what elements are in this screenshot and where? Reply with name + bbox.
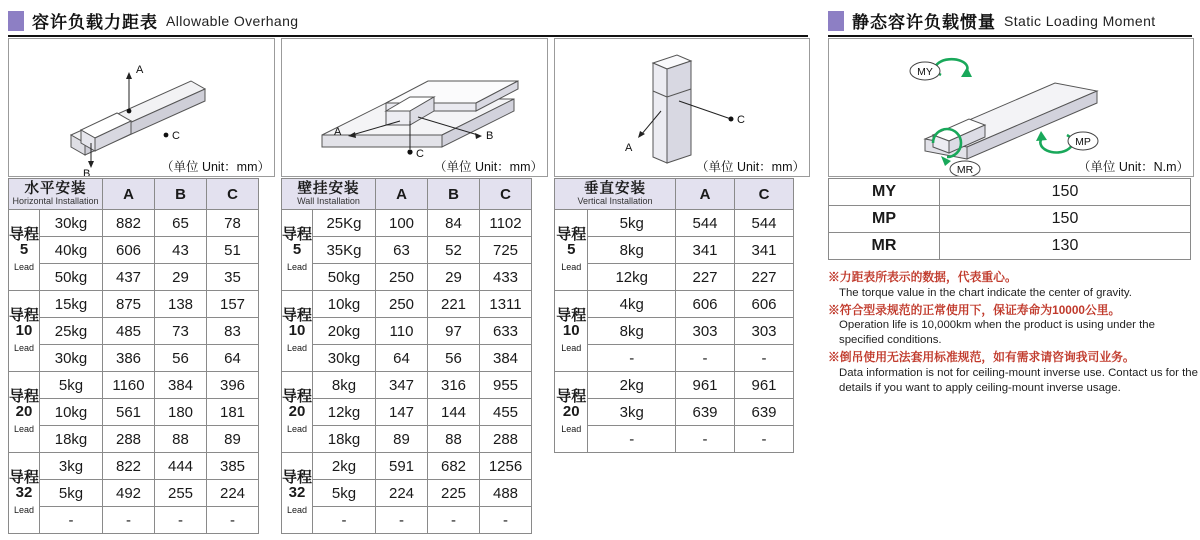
cell-B: 52: [428, 237, 480, 264]
table-row: [555, 264, 794, 291]
load-value: -: [588, 345, 676, 372]
lead-group-label: 导程 10 Lead: [555, 291, 588, 372]
cell-B: 97: [428, 318, 480, 345]
table-row: [9, 399, 259, 426]
table-row: [282, 318, 532, 345]
cell-A: 561: [103, 399, 155, 426]
cell-C: 303: [735, 318, 794, 345]
column-header-C: C: [480, 179, 532, 210]
cell-B: 43: [155, 237, 207, 264]
table-row: [9, 345, 259, 372]
load-value: 30kg: [40, 345, 103, 372]
load-value: 15kg: [40, 291, 103, 318]
cell-A: 1160: [103, 372, 155, 399]
cell-C: 488: [480, 480, 532, 507]
cell-C: 725: [480, 237, 532, 264]
column-header-C: C: [735, 179, 794, 210]
cell-C: 224: [207, 480, 259, 507]
figure-label-A: A: [334, 126, 342, 138]
table-row: [282, 291, 532, 318]
table-row: [9, 480, 259, 507]
cell-A: 386: [103, 345, 155, 372]
cell-B: 384: [155, 372, 207, 399]
note-item: [828, 303, 1200, 349]
table-row: [282, 264, 532, 291]
load-value: 5kg: [588, 210, 676, 237]
cell-B: 682: [428, 453, 480, 480]
cell-B: 88: [428, 426, 480, 453]
notes-block: [828, 270, 1200, 398]
moment-key: MR: [829, 233, 940, 260]
column-header-C: C: [207, 179, 259, 210]
load-value: 20kg: [313, 318, 376, 345]
cell-C: 288: [480, 426, 532, 453]
load-value: 12kg: [588, 264, 676, 291]
table-header-row: [555, 179, 794, 210]
table-row: [282, 399, 532, 426]
load-value: 8kg: [588, 237, 676, 264]
table-row: [282, 210, 532, 237]
cell-A: 250: [376, 264, 428, 291]
table-wall-installation: [281, 178, 532, 534]
cell-C: 639: [735, 399, 794, 426]
lead-group-label: 导程 5 Lead: [555, 210, 588, 291]
table-row: [282, 372, 532, 399]
section-title-en: Allowable Overhang: [166, 12, 299, 29]
lead-group-label: 导程 32 Lead: [9, 453, 40, 534]
moment-value: 130: [940, 233, 1191, 260]
lead-group-label: 导程 10 Lead: [282, 291, 313, 372]
cell-B: 56: [155, 345, 207, 372]
table-row: [555, 345, 794, 372]
cell-A: 147: [376, 399, 428, 426]
cell-C: -: [480, 507, 532, 534]
cell-C: 1311: [480, 291, 532, 318]
cell-B: 144: [428, 399, 480, 426]
figure-label-MR: MR: [956, 164, 974, 176]
cell-B: 138: [155, 291, 207, 318]
table-row: [555, 318, 794, 345]
table-row: [555, 291, 794, 318]
load-value: 35Kg: [313, 237, 376, 264]
cell-C: 51: [207, 237, 259, 264]
lead-group-label: 导程 20 Lead: [282, 372, 313, 453]
cell-B: -: [155, 507, 207, 534]
cell-B: 88: [155, 426, 207, 453]
cell-B: 65: [155, 210, 207, 237]
cell-B: 29: [155, 264, 207, 291]
section-header-allowable-overhang: [8, 8, 808, 37]
cell-B: 73: [155, 318, 207, 345]
figure-label-A: A: [625, 142, 633, 154]
table-row: [282, 453, 532, 480]
lead-group-label: 导程 5 Lead: [9, 210, 40, 291]
figure-label-B: B: [83, 168, 91, 176]
load-value: 30kg: [40, 210, 103, 237]
cell-A: 227: [676, 264, 735, 291]
table-row: [282, 345, 532, 372]
cell-A: 100: [376, 210, 428, 237]
moment-key: MP: [829, 206, 940, 233]
cell-B: 84: [428, 210, 480, 237]
figure-label-B: B: [486, 130, 494, 142]
table-row: [829, 233, 1191, 260]
table-row: [9, 318, 259, 345]
cell-A: 341: [676, 237, 735, 264]
column-header-B: B: [155, 179, 207, 210]
diagram-horizontal-actuator: [9, 39, 274, 176]
cell-A: 288: [103, 426, 155, 453]
cell-A: 485: [103, 318, 155, 345]
note-text-cn: ※力距表所表示的数据，代表重心。: [828, 270, 1017, 284]
load-value: 5kg: [40, 480, 103, 507]
cell-A: 961: [676, 372, 735, 399]
figure-unit-label: （单位 Unit：mm）: [695, 160, 805, 174]
cell-C: 384: [480, 345, 532, 372]
cell-A: 63: [376, 237, 428, 264]
cell-C: 633: [480, 318, 532, 345]
cell-C: 385: [207, 453, 259, 480]
cell-C: 227: [735, 264, 794, 291]
figure-horizontal-installation: [8, 38, 275, 177]
table-row: [555, 210, 794, 237]
diagram-vertical-actuator: [555, 39, 809, 176]
cell-A: 882: [103, 210, 155, 237]
section-accent-bar: [828, 11, 844, 31]
table-row: [9, 507, 259, 534]
cell-A: 224: [376, 480, 428, 507]
load-value: 2kg: [588, 372, 676, 399]
table-static-loading-moment: [828, 178, 1191, 260]
table-vertical-installation: [554, 178, 794, 453]
figure-wall-installation: [281, 38, 548, 177]
cell-A: 606: [103, 237, 155, 264]
lead-group-label: 导程 20 Lead: [555, 372, 588, 453]
note-text-cn: ※符合型录规范的正常使用下，保证寿命为10000公里。: [828, 302, 1121, 317]
cell-C: 961: [735, 372, 794, 399]
load-value: 10kg: [40, 399, 103, 426]
column-header-A: A: [676, 179, 735, 210]
load-value: 50kg: [40, 264, 103, 291]
table-row: [829, 179, 1191, 206]
load-value: 2kg: [313, 453, 376, 480]
column-header-A: A: [376, 179, 428, 210]
cell-B: 56: [428, 345, 480, 372]
table-row: [9, 210, 259, 237]
load-value: 5kg: [313, 480, 376, 507]
load-value: 30kg: [313, 345, 376, 372]
load-value: 50kg: [313, 264, 376, 291]
cell-B: 221: [428, 291, 480, 318]
table-row: [555, 237, 794, 264]
load-value: 25kg: [40, 318, 103, 345]
note-text-en: Data information is not for ceiling-mount inverse use. Contact us for the details if you want to apply ceiling-mount inverse usage.: [839, 366, 1198, 394]
section-header-static-loading-moment: [828, 8, 1192, 37]
cell-C: 1256: [480, 453, 532, 480]
figure-vertical-installation: [554, 38, 810, 177]
cell-B: 444: [155, 453, 207, 480]
figure-label-A: A: [136, 64, 144, 76]
note-text-en: Operation life is 10,000km when the product is using under the specified conditions.: [839, 319, 1155, 347]
column-header-A: A: [103, 179, 155, 210]
note-item: [828, 270, 1200, 301]
load-value: 3kg: [588, 399, 676, 426]
load-value: -: [313, 507, 376, 534]
cell-A: 591: [376, 453, 428, 480]
table-row: [555, 399, 794, 426]
load-value: 12kg: [313, 399, 376, 426]
load-value: 8kg: [313, 372, 376, 399]
load-value: 18kg: [313, 426, 376, 453]
cell-C: 396: [207, 372, 259, 399]
load-value: 18kg: [40, 426, 103, 453]
table-row: [9, 264, 259, 291]
cell-A: -: [676, 345, 735, 372]
cell-C: 341: [735, 237, 794, 264]
moment-key: MY: [829, 179, 940, 206]
cell-A: 437: [103, 264, 155, 291]
cell-A: 492: [103, 480, 155, 507]
section-title-cn: 容许负载力距表: [32, 13, 158, 32]
cell-B: 255: [155, 480, 207, 507]
cell-B: 180: [155, 399, 207, 426]
cell-C: 1102: [480, 210, 532, 237]
moment-value: 150: [940, 206, 1191, 233]
cell-C: 78: [207, 210, 259, 237]
figure-unit-label: （单位 Unit：mm）: [433, 160, 543, 174]
lead-group-label: 导程 32 Lead: [282, 453, 313, 534]
load-value: 4kg: [588, 291, 676, 318]
table-horizontal-installation: [8, 178, 259, 534]
figure-unit-label: （单位 Unit：mm）: [160, 160, 270, 174]
load-value: 5kg: [40, 372, 103, 399]
cell-C: -: [735, 345, 794, 372]
load-value: -: [588, 426, 676, 453]
table-row: [555, 426, 794, 453]
cell-C: 955: [480, 372, 532, 399]
lead-group-label: 导程 5 Lead: [282, 210, 313, 291]
table-row: [829, 206, 1191, 233]
cell-B: 225: [428, 480, 480, 507]
cell-C: 433: [480, 264, 532, 291]
table-row: [9, 291, 259, 318]
cell-A: 347: [376, 372, 428, 399]
table-row: [9, 453, 259, 480]
table-header-install-type: 壁挂安装 Wall Installation: [282, 179, 376, 210]
table-header-install-type: 水平安装 Horizontal Installation: [9, 179, 103, 210]
cell-C: 35: [207, 264, 259, 291]
table-row: [9, 237, 259, 264]
load-value: 40kg: [40, 237, 103, 264]
cell-A: 544: [676, 210, 735, 237]
cell-A: 822: [103, 453, 155, 480]
cell-A: 64: [376, 345, 428, 372]
cell-C: 157: [207, 291, 259, 318]
diagram-wall-actuator: [282, 39, 547, 176]
figure-label-MY: MY: [917, 66, 933, 78]
cell-A: 110: [376, 318, 428, 345]
cell-A: 250: [376, 291, 428, 318]
cell-C: 544: [735, 210, 794, 237]
note-text-en: The torque value in the chart indicate the center of gravity.: [839, 286, 1132, 299]
table-row: [555, 372, 794, 399]
cell-A: -: [103, 507, 155, 534]
cell-A: -: [376, 507, 428, 534]
cell-C: 64: [207, 345, 259, 372]
cell-A: 606: [676, 291, 735, 318]
figure-label-C: C: [172, 130, 180, 142]
load-value: 8kg: [588, 318, 676, 345]
section-title-cn: 静态容许负载惯量: [852, 13, 996, 32]
table-header-row: [282, 179, 532, 210]
cell-B: 29: [428, 264, 480, 291]
figure-label-C: C: [737, 114, 745, 126]
table-row: [282, 426, 532, 453]
table-header-row: [9, 179, 259, 210]
figure-static-loading-moment: [828, 38, 1194, 177]
figure-label-C: C: [416, 148, 424, 160]
cell-C: 181: [207, 399, 259, 426]
diagram-moment-axes: [829, 39, 1193, 176]
load-value: 25Kg: [313, 210, 376, 237]
table-row: [9, 426, 259, 453]
lead-group-label: 导程 10 Lead: [9, 291, 40, 372]
cell-B: 316: [428, 372, 480, 399]
load-value: 10kg: [313, 291, 376, 318]
load-value: 3kg: [40, 453, 103, 480]
cell-C: 606: [735, 291, 794, 318]
cell-A: 89: [376, 426, 428, 453]
cell-C: 83: [207, 318, 259, 345]
section-accent-bar: [8, 11, 24, 31]
cell-C: -: [735, 426, 794, 453]
cell-A: 875: [103, 291, 155, 318]
cell-A: 639: [676, 399, 735, 426]
table-row: [282, 507, 532, 534]
table-row: [282, 480, 532, 507]
cell-A: -: [676, 426, 735, 453]
note-text-cn: ※倒吊使用无法套用标准规范，如有需求请咨询我司业务。: [828, 350, 1135, 365]
cell-A: 303: [676, 318, 735, 345]
note-item: [828, 350, 1200, 396]
moment-value: 150: [940, 179, 1191, 206]
cell-C: -: [207, 507, 259, 534]
load-value: -: [40, 507, 103, 534]
column-header-B: B: [428, 179, 480, 210]
table-row: [282, 237, 532, 264]
cell-C: 455: [480, 399, 532, 426]
section-title-en: Static Loading Moment: [1004, 12, 1156, 29]
lead-group-label: 导程 20 Lead: [9, 372, 40, 453]
cell-B: -: [428, 507, 480, 534]
table-header-install-type: 垂直安装 Vertical Installation: [555, 179, 676, 210]
figure-unit-label: （单位 Unit：N.m）: [1077, 160, 1189, 174]
cell-C: 89: [207, 426, 259, 453]
figure-label-MP: MP: [1075, 136, 1091, 148]
table-row: [9, 372, 259, 399]
